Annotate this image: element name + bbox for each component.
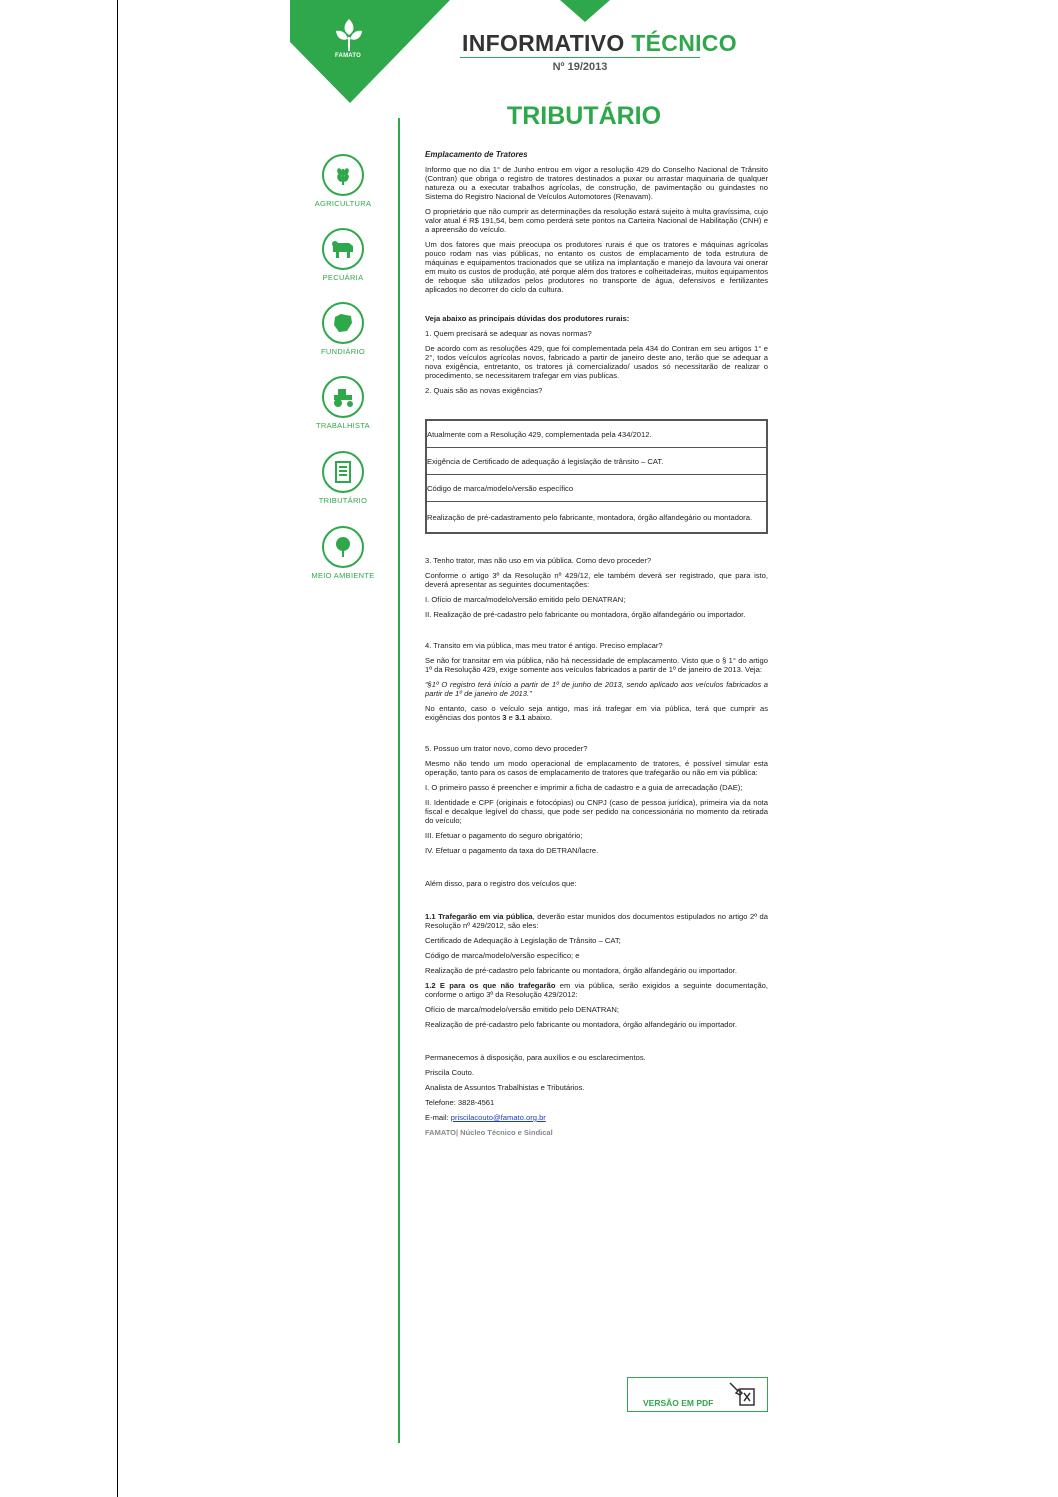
text: e	[506, 713, 515, 722]
bold-text: 1.2 E para os que	[425, 981, 501, 990]
header-underline	[460, 57, 700, 58]
text: , deverão estar munidos dos documentos estipulados no artigo 2º da Resolução nº 429/2012, são eles:	[425, 912, 768, 930]
paragraph: III. Efetuar o pagamento do seguro obrigatório;	[425, 831, 583, 840]
paragraph: O proprietário que não cumprir as determinações da resolução estará sujeito à multa gravíssima, cujo valor atual é R$ 191,54, bem como perderá sete pontos na Carteira Nacional de Habilitação (CNH) e a apreensão do veículo.	[425, 207, 768, 234]
famato-leaf-icon	[333, 17, 365, 53]
bold-text: 1.1 Trafegarão em via pública	[425, 912, 533, 921]
author-name: Priscila Couto.	[425, 1068, 474, 1077]
paragraph: II. Identidade e CPF (originais e fotocópias) ou CNPJ (caso de pessoa jurídica), primeira via da nota fiscal e decalque legível do chassi, que pode ser pedido na concessionária no momento da retirada do veículo;	[425, 798, 768, 825]
table-cell: Exigência de Certificado de adequação á legislação de trânsito – CAT.	[427, 456, 664, 466]
paragraph: Conforme o artigo 3º da Resolução nº 429/12, ele também deverá ser registrado, que para isto, deverá apresentar as seguintes documentações:	[425, 571, 768, 589]
cattle-icon	[330, 238, 356, 260]
bold-text: não trafegarão	[500, 981, 556, 990]
page-left-rule	[117, 0, 118, 1497]
paragraph: Informo que no dia 1° de Junho entrou em vigor a resolução 429 do Conselho Nacional de Trânsito (Contran) que obriga o registro de tratores destinados a puxar ou arrastar maquinaria de qualquer natureza ou a executar trabalhos agrícolas, de construção, de pavimentação ou guindastes no Sistema do Registro Nacional de Veículos Automotores (Renavam).	[425, 165, 768, 201]
paragraph: Realização de pré-cadastro pelo fabricante ou montadora, órgão alfandegário ou importador.	[425, 966, 737, 975]
paragraph: Se não for transitar em via pública, não há necessidade de emplacamento. Visto que o § 1° do artigo 1º da Resolução 429, exige somente aos veículos fabricados a partir de 1º de janeiro de 2013. Veja:	[425, 656, 768, 674]
requirements-table	[425, 419, 768, 534]
sidebar-item-label: PECUÁRIA	[322, 273, 364, 282]
paragraph: Realização de pré-cadastro pelo fabricante ou montadora, órgão alfandegário ou importador.	[425, 1020, 737, 1029]
text: abaixo.	[525, 713, 553, 722]
header-title-main: INFORMATIVO	[462, 30, 625, 56]
sidebar-item-fundiario[interactable]	[298, 302, 388, 356]
sidebar-item-label: TRIBUTÁRIO	[318, 496, 368, 505]
author-role: Analista de Assuntos Trabalhistas e Tributários.	[425, 1083, 585, 1092]
tractor-icon	[330, 386, 356, 408]
question: 1. Quem precisará se adequar as novas normas?	[425, 329, 592, 338]
document-body	[425, 150, 768, 1143]
table-row	[427, 421, 766, 447]
paragraph: De acordo com as resoluções 429, que foi complementada pela 434 do Contran em seu artigos 1° e 2°, todos veículos agrícolas novos, fabricado a partir de janeiro deste ano, terão que se adequar a nova exigência, entretanto, os tratores já comercializado/ usados só necessitarão de realizar o procedimento, se necessitarem trafegar em vias publicas.	[425, 344, 768, 380]
header-title	[462, 30, 737, 57]
closing: Permanecemos à disposição, para auxílios e ou esclarecimentos.	[425, 1053, 646, 1062]
table-cell: Atualmente com a Resolução 429, complementada pela 434/2012.	[427, 429, 652, 439]
paragraph: Mesmo não tendo um modo operacional de emplacamento de tratores, é possível simular esta operação, tanto para os casos de emplacamento de tratores que trafegarão ou não em via pública:	[425, 759, 768, 777]
sidebar-item-tributario[interactable]	[298, 451, 388, 505]
tree-icon	[331, 535, 355, 559]
question: 3. Tenho trator, mas não uso em via pública. Como devo proceder?	[425, 556, 652, 565]
table-row	[427, 501, 766, 532]
phone: Telefone: 3828-4561	[425, 1098, 495, 1107]
question: 4. Transito em via pública, mas meu trator é antigo. Preciso emplacar?	[425, 641, 663, 650]
sidebar-item-label: FUNDIÁRIO	[321, 347, 365, 356]
wheat-icon	[331, 163, 355, 187]
paragraph: Certificado de Adequação à Legislação de Trânsito – CAT;	[425, 936, 621, 945]
paragraph: I. Ofício de marca/modelo/versão emitido pelo DENATRAN;	[425, 595, 626, 604]
sidebar-item-agricultura[interactable]	[298, 154, 388, 208]
pdf-hand-icon	[728, 1381, 758, 1407]
question: 2. Quais são as novas exigências?	[425, 386, 543, 395]
document-icon	[332, 460, 354, 484]
sidebar-item-label: TRABALHISTA	[315, 421, 370, 430]
paragraph: Código de marca/modelo/versão específico; e	[425, 951, 580, 960]
email-label: E-mail:	[425, 1113, 451, 1122]
sidebar-item-label: MEIO AMBIENTE	[311, 571, 375, 580]
famato-logo-text: FAMATO	[335, 53, 361, 59]
paragraph: IV. Efetuar o pagamento da taxa do DETRAN/lacre.	[425, 846, 599, 855]
sidebar-item-meio-ambiente[interactable]	[298, 526, 388, 580]
pdf-version-button[interactable]	[627, 1377, 768, 1412]
table-row	[427, 447, 766, 474]
text: No entanto, caso o veículo seja antigo, mas irá trafegar em via pública, terá que cumprir as exigências dos pontos	[425, 704, 768, 722]
sidebar-item-label: AGRICULTURA	[314, 199, 372, 208]
table-row	[427, 474, 766, 501]
sidebar-divider	[398, 118, 400, 1443]
document-title: Emplacamento de Tratores	[425, 150, 528, 159]
question: 5. Possuo um trator novo, como devo proceder?	[425, 744, 588, 753]
paragraph	[425, 912, 768, 930]
paragraph	[425, 981, 768, 999]
quote: “§1º O registro terá início a partir de 1º de junho de 2013, sendo aplicado aos veículos fabricados a partir de 1º de janeiro de 2013.”	[425, 680, 768, 698]
pdf-button-label: VERSÃO EM PDF	[643, 1398, 714, 1408]
table-cell: Realização de pré-cadastramento pelo fabricante, montadora, órgão alfandegário ou montadora.	[427, 512, 753, 522]
bold-ref: 3	[502, 713, 507, 722]
email-line	[425, 1113, 768, 1122]
email-link[interactable]: priscilacouto@famato.org.br	[450, 1113, 546, 1122]
footer-org: FAMATO| Núcleo Técnico e Sindical	[425, 1128, 553, 1137]
paragraph: Ofício de marca/modelo/versão emitido pelo DENATRAN;	[425, 1005, 619, 1014]
sidebar-item-trabalhista[interactable]	[298, 376, 388, 430]
issue-number: Nº 19/2013	[552, 61, 608, 73]
doubts-heading: Veja abaixo as principais dúvidas dos produtores rurais:	[425, 314, 630, 323]
sidebar-item-pecuaria[interactable]	[298, 228, 388, 282]
paragraph: II. Realização de pré-cadastro pelo fabricante ou montadora, órgão alfandegário ou importador.	[425, 610, 746, 619]
bold-ref: 3.1	[514, 713, 526, 722]
paragraph: Além disso, para o registro dos veículos que:	[425, 879, 577, 888]
text: em via pública, serão exigidos a seguinte documentação, conforme o artigo 3º da Resolução 429/2012:	[425, 981, 769, 999]
header-title-accent: TÉCNICO	[631, 30, 737, 56]
paragraph	[425, 704, 768, 722]
paragraph: I. O primeiro passo é preencher e imprimir a ficha de cadastro e a guia de arrecadação (DAE);	[425, 783, 743, 792]
section-title: TRIBUTÁRIO	[506, 102, 662, 130]
map-icon	[331, 311, 355, 335]
paragraph: Um dos fatores que mais preocupa os produtores rurais é que os tratores e máquinas agrícolas pouco rodam nas vias públicas, no entanto os custos de emplacamento de toda estrutura de máquinas e equipamentos tracionados que se utiliza na implantação e manejo da lavoura vai onerar em muito os custos de produção, até porque além dos tratores e colheitadeiras, muitos equipamentos de reboque são utilizados pelos produtores no transporte de água, defensivos e fertilizantes aplicados no decorrer do ciclo da cultura.	[425, 240, 768, 294]
table-cell: Código de marca/modelo/versão específico	[427, 483, 574, 493]
